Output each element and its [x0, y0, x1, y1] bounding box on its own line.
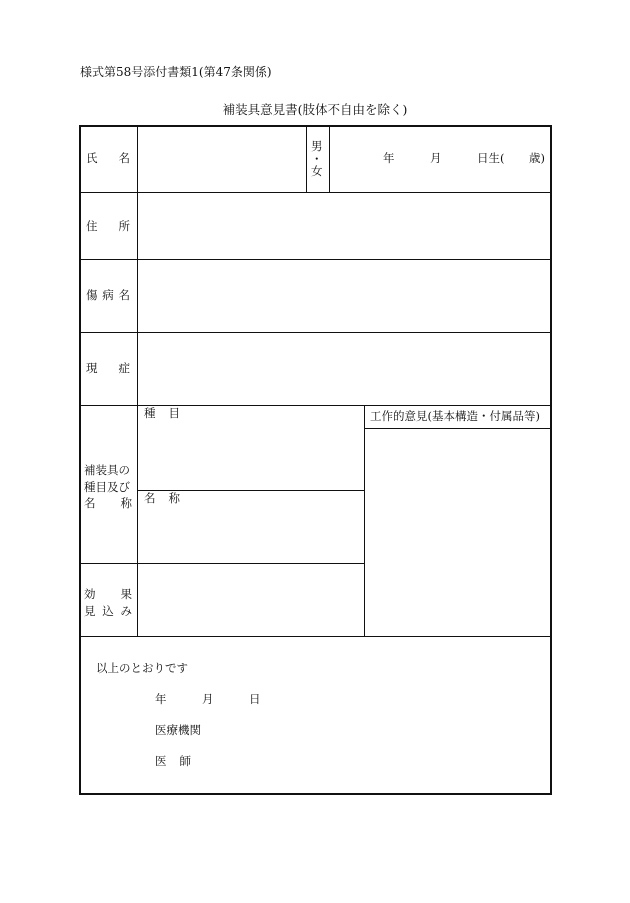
device-name-label: 名 称 — [144, 491, 180, 505]
sex-female-option[interactable]: 女 — [311, 164, 323, 178]
sign-month-label: 月 — [202, 692, 214, 706]
symptom-label: 現 症 — [86, 361, 130, 375]
divider-footer — [80, 636, 551, 637]
type-field[interactable] — [138, 422, 363, 489]
technical-opinion-label: 工作的意見(基本構造・付属品等) — [370, 409, 540, 423]
sex-male-option[interactable]: 男 — [311, 139, 323, 153]
effect-field[interactable] — [138, 564, 363, 635]
birth-day-label: 日生( — [477, 151, 505, 165]
type-label: 種 目 — [144, 406, 180, 420]
device-name-field[interactable] — [138, 507, 363, 562]
sex-separator: ・ — [311, 152, 323, 166]
technical-opinion-field[interactable] — [365, 429, 550, 635]
birth-year-label: 年 — [383, 151, 395, 165]
sign-day-label: 日 — [249, 692, 261, 706]
name-label: 氏 名 — [86, 151, 130, 165]
name-field[interactable] — [138, 127, 305, 191]
doctor-label: 医 師 — [155, 754, 191, 768]
sign-year-label: 年 — [155, 692, 167, 706]
statement-text: 以上のとおりです — [96, 661, 188, 675]
divider-sex-right — [329, 126, 330, 192]
device-label: 補装具の 種目及び 名 称 — [84, 463, 132, 511]
age-label: 歳) — [529, 151, 545, 165]
institution-label: 医療機関 — [155, 723, 201, 737]
doctor-field[interactable] — [210, 749, 530, 771]
symptom-field[interactable] — [138, 333, 550, 404]
form-title: 補装具意見書(肢体不自由を除く) — [222, 102, 408, 117]
disease-name-label: 傷 病 名 — [86, 288, 130, 302]
disease-name-field[interactable] — [138, 260, 550, 331]
effect-label: 効 果 見 込 み — [84, 587, 132, 618]
address-field[interactable] — [138, 193, 550, 258]
form-reference: 様式第58号添付書類1(第47条関係) — [80, 65, 272, 79]
institution-field[interactable] — [210, 718, 530, 740]
divider-sex-left — [306, 126, 307, 192]
birth-month-label: 月 — [430, 151, 442, 165]
address-label: 住 所 — [86, 219, 130, 233]
